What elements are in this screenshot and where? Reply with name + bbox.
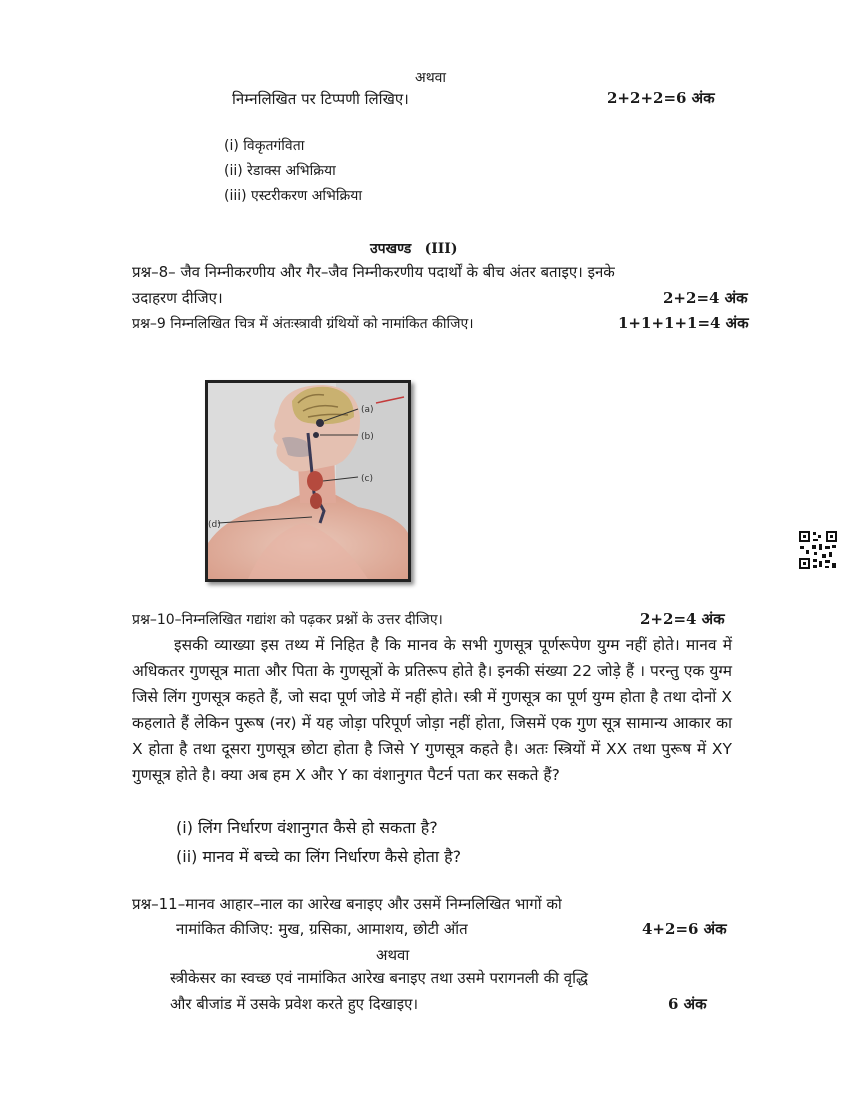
section-number: (III) (424, 241, 458, 257)
q7-alt-instruction: निम्नलिखित पर टिप्पणी लिखिए। (232, 90, 409, 108)
q7-item-2-num: (ii) (224, 163, 243, 179)
q7-item-3 (224, 186, 362, 205)
q9-text: प्रश्न–9 निम्नलिखित चित्र में अंतःस्त्रावी ग्रंथियों को नामांकित कीजिए। (132, 316, 474, 332)
q11-line-1: प्रश्न–11–मानव आहार–नाल का आरेख बनाइए और उसमें निम्नलिखित भागों को (132, 895, 562, 913)
q11-alt-marks: 6 अंक (668, 995, 707, 1013)
q10-instruction: प्रश्न–10–निम्नलिखित गद्यांश को पढ़कर प्रश्नों के उत्तर दीजिए। (132, 612, 443, 628)
q7-item-2-text: रेडाक्स अभिक्रिया (247, 163, 336, 179)
q10-passage (132, 632, 732, 788)
qr-code-icon (798, 530, 838, 570)
endocrine-gland-figure (205, 380, 411, 582)
section-heading (370, 239, 457, 258)
q7-item-1-text: विकृतगंविता (243, 138, 305, 154)
q9-marks: 1+1+1+1=4 अंक (618, 314, 749, 332)
q11-alt-line-2: और बीजांड में उसके प्रवेश करते हुए दिखाइए। (170, 995, 419, 1013)
or-heading-2: अथवा (376, 946, 410, 964)
q8-line-1: प्रश्न–8– जैव निम्नीकरणीय और गैर–जैव निम्नीकरणीय पदार्थों के बीच अंतर बताइए। इनके (132, 263, 615, 281)
q7-item-1-num: (i) (224, 138, 239, 154)
q11-marks: 4+2=6 अंक (642, 920, 727, 938)
or-heading-1: अथवा (415, 70, 447, 86)
q7-item-3-num: (iii) (224, 188, 247, 204)
figure-label-c: (c) (361, 474, 373, 484)
figure-label-d: (d) (208, 520, 221, 530)
q8-marks: 2+2=4 अंक (663, 289, 748, 307)
figure-label-a: (a) (361, 405, 374, 415)
q7-item-2 (224, 161, 336, 180)
q11-alt-line-1: स्त्रीकेसर का स्वच्छ एवं नामांकित आरेख बनाइए तथा उसमे परागनली की वृद्धि (170, 969, 589, 987)
q7-item-1 (224, 136, 304, 155)
q8-line-2: उदाहरण दीजिए। (132, 289, 223, 307)
q10-passage-text: इसकी व्याख्या इस तथ्य में निहित है कि मानव के सभी गुणसूत्र पूर्णरूपेण युग्म नहीं होते। मानव में अधिकतर गुणसूत्र माता और पिता के गुणसूत्रों के प्रतिरूप होते है। इनकी संख्या 22 जोड़े हैं । परन्तु एक युग्म जिसे लिंग गुणसूत्र कहते हैं, जो सदा पूर्ण जोडे में नहीं होते। स्त्री में गुणसूत्र का पूर्ण युग्म होता है तथा दोनों X कहलाते हैं लेकिन पुरूष (नर) में यह जोड़ा परिपूर्ण जोड़ा नहीं होता, जिसमें एक गुण सूत्र सामान्य आकार का X होता है तथा दूसरा गुणसूत्र छोटा होता है जिसे Y गुणसूत्र कहते है। अतः स्त्रियों में XX तथा पुरूष में XY गुणसूत्र होते है। क्या अब हम X और Y का वंशानुगत पैटर्न पता कर सकते हैं? (132, 636, 732, 784)
q11-line-2: नामांकित कीजिए: मुख, ग्रसिका, आमाशय, छोटी ऑत (176, 920, 468, 938)
q7-alt-marks: 2+2+2=6 अंक (607, 89, 715, 107)
q10-sub-1: (i) लिंग निर्धारण वंशानुगत कैसे हो सकता है? (176, 818, 438, 837)
q7-item-3-text: एस्टरीकरण अभिक्रिया (251, 188, 362, 204)
q10-marks: 2+2=4 अंक (640, 610, 725, 628)
endocrine-diagram (208, 383, 408, 579)
figure-label-b: (b) (361, 432, 374, 442)
q10-sub-2: (ii) मानव में बच्चे का लिंग निर्धारण कैसे होता है? (176, 847, 462, 866)
section-title: उपखण्ड (370, 241, 412, 257)
